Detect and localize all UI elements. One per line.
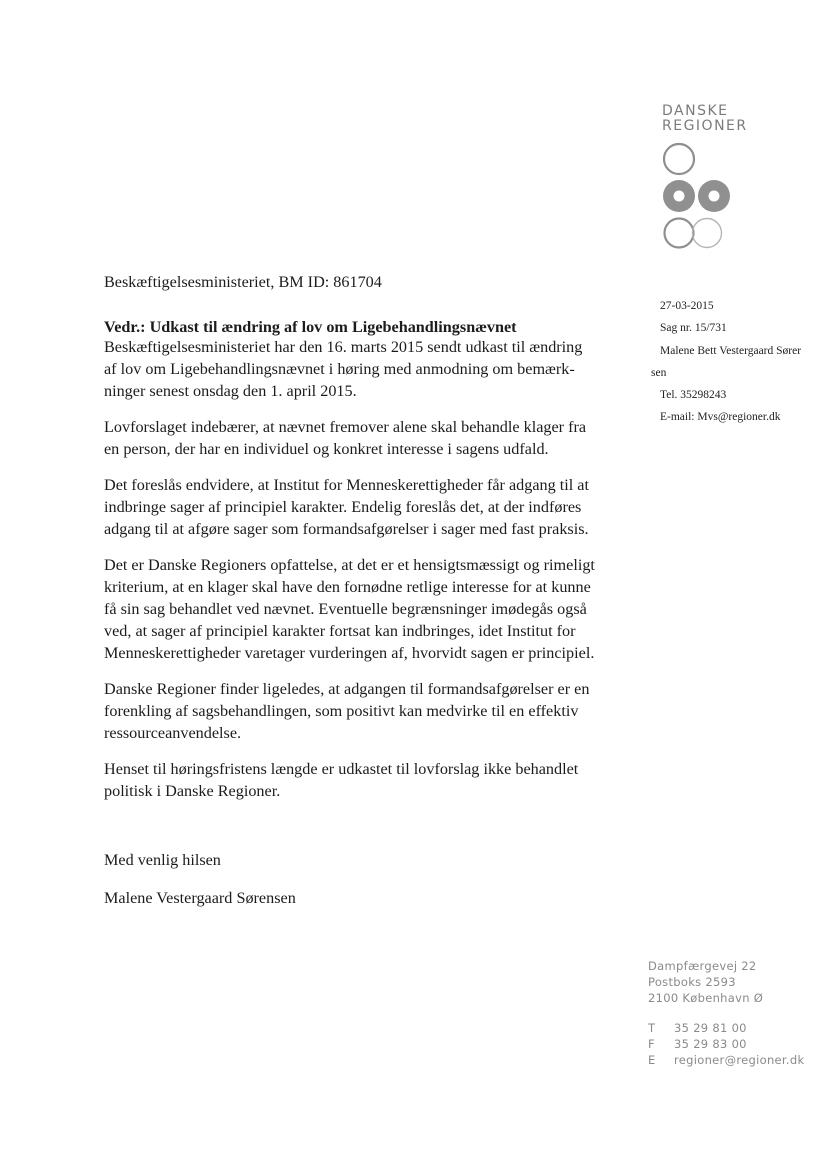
footer-phone-label: T: [648, 1021, 656, 1035]
paragraph-6-line: politisk i Danske Regioner.: [104, 782, 281, 800]
paragraph-4-line: få sin sag behandlet ved nævnet. Eventuelle begrænsninger imødegås også: [104, 600, 587, 618]
recipient-line: Beskæftigelsesministeriet, BM ID: 861704: [104, 273, 382, 291]
paragraph-1-line: af lov om Ligebehandlingsnævnet i høring med anmodning om bemærk-: [104, 360, 575, 378]
case-number: Sag nr. 15/731: [660, 322, 727, 334]
paragraph-5-line: Danske Regioner finder ligeledes, at adgangen til formandsafgørelser er en: [104, 680, 590, 698]
subject-heading: Vedr.: Udkast til ændring af lov om Ligebehandlingsnævnet: [104, 318, 517, 336]
paragraph-1-line: Beskæftigelsesministeriet har den 16. marts 2015 sendt udkast til ændring: [104, 338, 583, 356]
danske-regioner-logo-icon: [660, 141, 740, 256]
closing-greeting: Med venlig hilsen: [104, 851, 221, 869]
contact-phone: Tel. 35298243: [660, 389, 727, 401]
footer-email[interactable]: regioner@regioner.dk: [674, 1053, 805, 1067]
footer-street: Dampfærgevej 22: [648, 959, 757, 973]
footer-fax: 35 29 83 00: [674, 1037, 747, 1051]
contact-email: E-mail: Mvs@regioner.dk: [660, 411, 781, 423]
paragraph-4-line: ved, at sager af principiel karakter fortsat kan indbringes, idet Institut for: [104, 622, 576, 640]
footer-city: 2100 København Ø: [648, 991, 764, 1005]
paragraph-3-line: adgang til at afgøre sager som formandsafgørelser i sager med fast praksis.: [104, 520, 589, 538]
logo-line-1: DANSKE: [662, 103, 729, 119]
paragraph-1-line: ninger senest onsdag den 1. april 2015.: [104, 382, 357, 400]
paragraph-6-line: Henset til høringsfristens længde er udkastet til lovforslag ikke behandlet: [104, 760, 579, 778]
footer-email-label: E: [648, 1053, 656, 1067]
footer-fax-label: F: [648, 1037, 655, 1051]
paragraph-4-line: kriterium, at en klager skal have den fornødne retlige interesse for at kunne: [104, 578, 591, 596]
paragraph-4-line: Menneskerettigheder varetager vurderingen af, hvorvidt sagen er principiel.: [104, 644, 595, 662]
paragraph-4-line: Det er Danske Regioners opfattelse, at det er et hensigtsmæssigt og rimeligt: [104, 556, 595, 574]
paragraph-5-line: ressourceanvendelse.: [104, 724, 242, 742]
logo-line-2: REGIONER: [662, 118, 748, 134]
paragraph-3-line: Det foreslås endvidere, at Institut for Menneskerettigheder får adgang til at: [104, 476, 589, 494]
contact-name: Malene Bett Vestergaard Sører: [660, 345, 802, 357]
contact-name-continued: sen: [651, 367, 667, 379]
paragraph-5-line: forenkling af sagsbehandlingen, som positivt kan medvirke til en effektiv: [104, 702, 579, 720]
paragraph-2-line: Lovforslaget indebærer, at nævnet fremover alene skal behandle klager fra: [104, 418, 587, 436]
paragraph-2-line: en person, der har en individuel og konkret interesse i sagens udfald.: [104, 440, 549, 458]
letter-date: 27-03-2015: [660, 300, 714, 312]
footer-phone: 35 29 81 00: [674, 1021, 747, 1035]
paragraph-3-line: indbringe sager af principiel karakter. Endelig foreslås det, at der indføres: [104, 498, 582, 516]
footer-pobox: Postboks 2593: [648, 975, 736, 989]
signature-name: Malene Vestergaard Sørensen: [104, 889, 296, 907]
